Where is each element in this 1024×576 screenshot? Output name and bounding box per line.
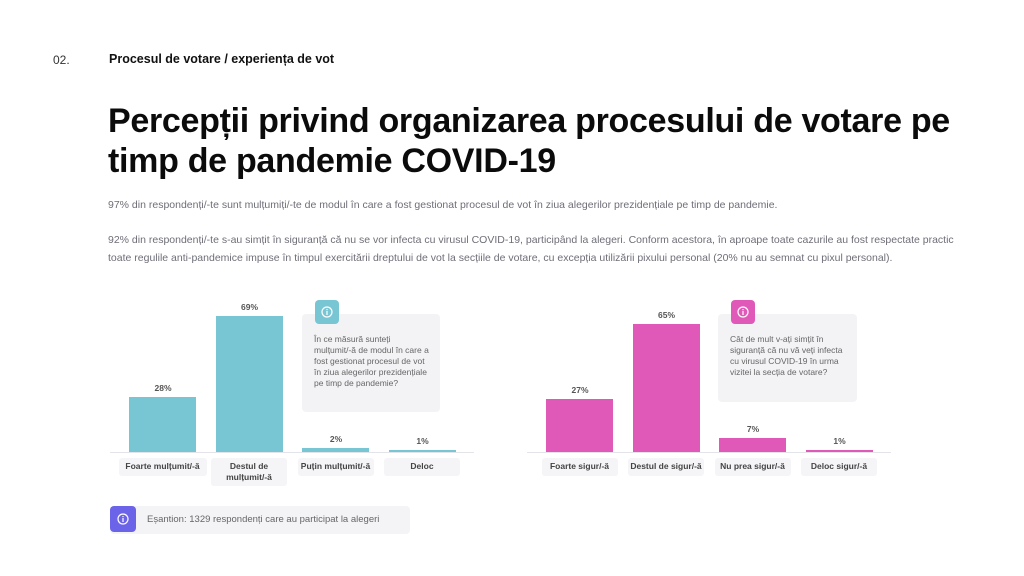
chart2-bar-2 — [633, 324, 700, 452]
summary-paragraph-1: 97% din respondenți/-te sunt mulțumiți/-te de modul în care a fost gestionat procesul de vot în ziua alegerilor prezidențiale pe timp de pandemie. — [108, 199, 778, 211]
chart2-category-3: Nu prea sigur/-ă — [715, 458, 791, 476]
chart2-bar-3 — [719, 438, 786, 452]
chart1-data-label-2: 69% — [240, 302, 258, 312]
sample-info-icon[interactable] — [110, 506, 136, 532]
chart1-bar-4 — [389, 450, 456, 452]
section-number: 02. — [53, 53, 70, 67]
page-title: Percepții privind organizarea procesului de votare pe timp de pandemie COVID-19 — [108, 102, 950, 180]
chart2-question: Cât de mult v-ați simțit în siguranță că nu vă veți infecta cu virusul COVID-19 în urma vizitei la secția de votare? — [730, 334, 843, 377]
chart1-category-2: Destul de mulțumit/-ă — [211, 458, 287, 486]
chart2-bar-4 — [806, 450, 873, 452]
chart1-data-label-3: 2% — [329, 434, 343, 445]
chart1-bar-1 — [129, 397, 196, 452]
chart2-category-2: Destul de sigur/-ă — [628, 458, 704, 476]
chart2-data-label-1: 27% — [571, 384, 589, 395]
chart2-data-label-4: 1% — [833, 436, 846, 446]
chart1-question-box — [302, 314, 440, 412]
chart1-question: În ce măsură sunteți mulțumit/-ă de modul în care a fost gestionat procesul de vot în ziua alegerilor prezidențiale pe timp de pandemie? — [314, 334, 429, 388]
chart1-category-1: Foarte mulțumit/-ă — [119, 458, 207, 476]
chart2-info-icon[interactable] — [731, 300, 755, 324]
chart2-bar-1 — [546, 399, 613, 452]
chart1-baseline — [110, 452, 474, 453]
chart1-category-4: Deloc — [384, 458, 460, 476]
summary-paragraph-2: 92% din respondenți/-te s-au simțit în siguranță că nu se vor infecta cu virusul COVID-19, participând la alegeri. Conform acestora, în aproape toate cazurile au fost respectate practic toate regulile anti-pandemice impuse în timpul exercitării dreptului de vot la secțiile de votare, cu excepția utilizării pixului personal (20% nu au semnat cu pixul personal). — [108, 234, 954, 264]
chart2-category-4: Deloc sigur/-ă — [801, 458, 877, 476]
chart1-bar-2 — [216, 316, 283, 452]
chart2-category-1: Foarte sigur/-ă — [542, 458, 618, 476]
chart2-question-box — [718, 314, 857, 402]
chart1-data-label-1: 28% — [154, 382, 172, 393]
chart2-baseline — [527, 452, 891, 453]
chart1-data-label-4: 1% — [416, 436, 429, 446]
sample-note: Eșantion: 1329 respondenți care au participat la alegeri — [147, 514, 380, 525]
chart1-info-icon[interactable] — [315, 300, 339, 324]
chart2-data-label-2: 65% — [657, 309, 675, 320]
section-title: Procesul de votare / experiența de vot — [109, 52, 335, 66]
chart1-bar-3 — [302, 448, 369, 452]
chart2-data-label-3: 7% — [746, 424, 760, 435]
chart1-category-3: Puțin mulțumit/-ă — [298, 458, 374, 476]
